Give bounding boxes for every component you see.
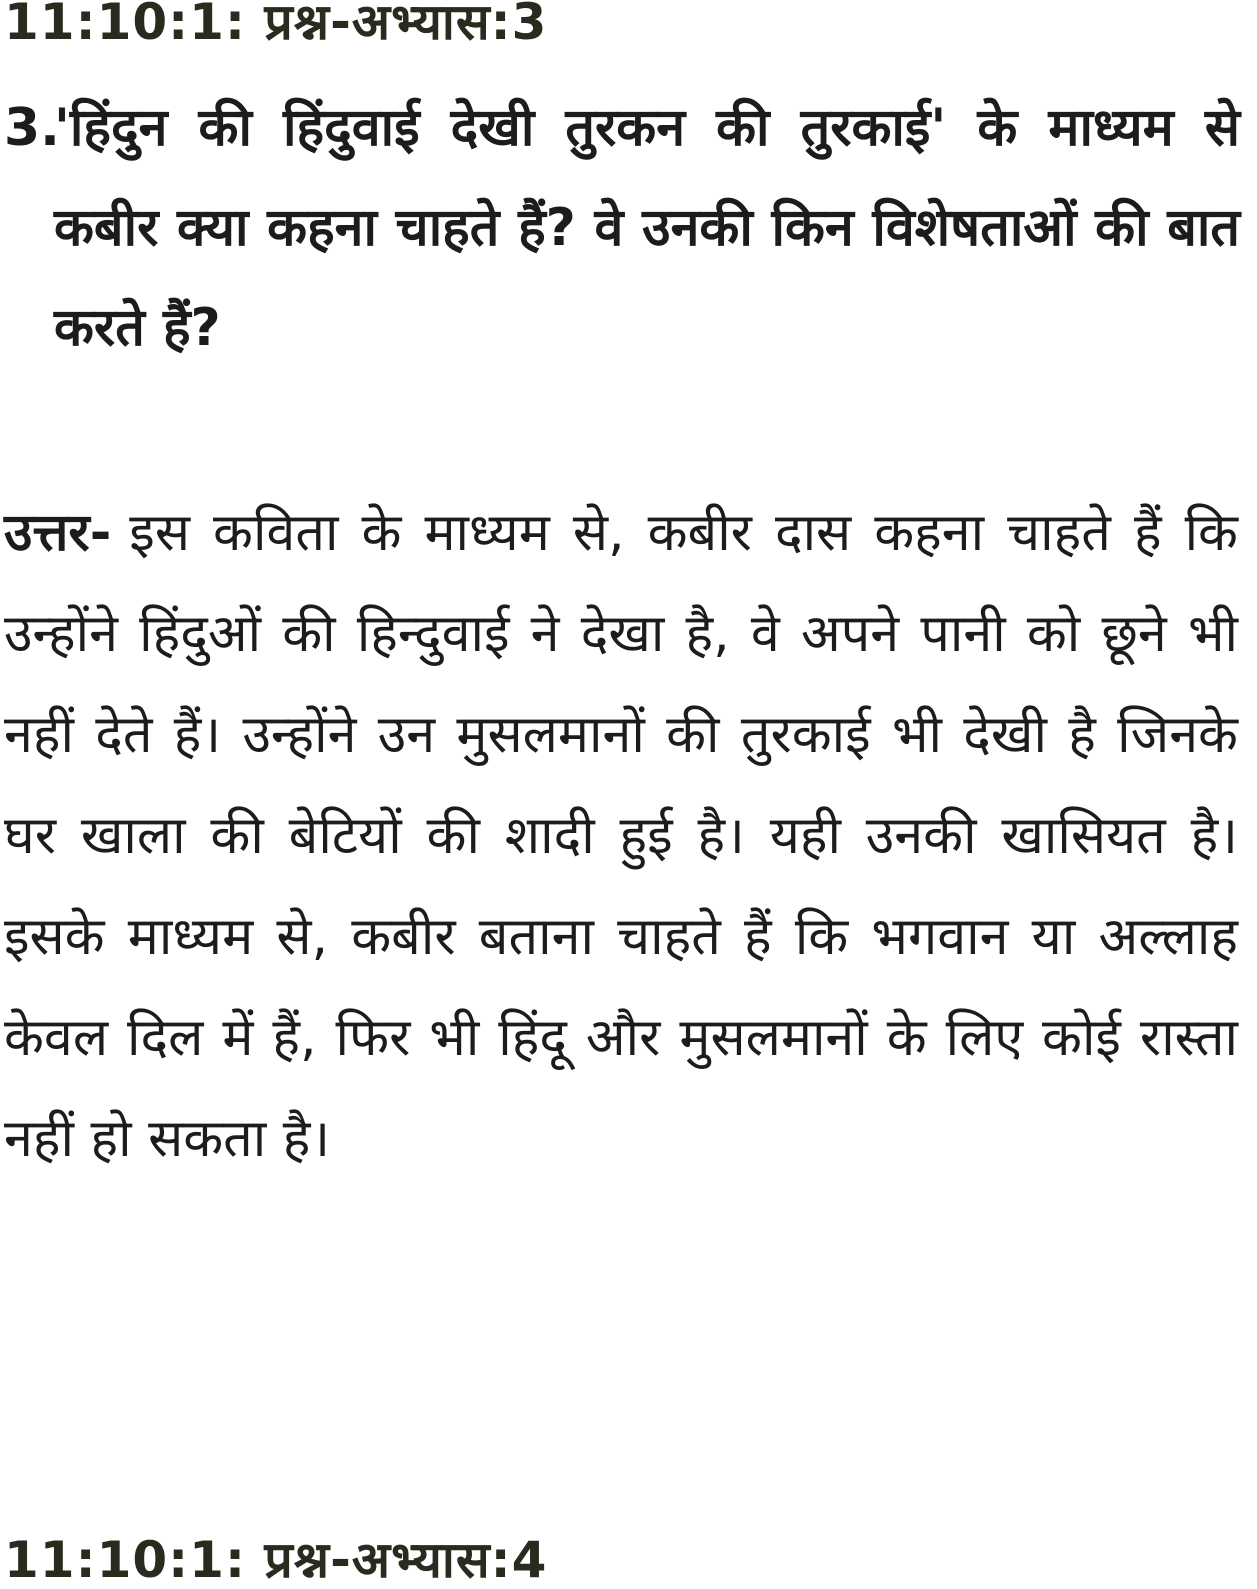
answer-label: उत्तर- (4, 503, 112, 563)
question-text: 'हिंदुन की हिंदुवाई देखी तुरकन की तुरकाई' के माध्यम से कबीर क्या कहना चाहते हैं? वे उनकी किन विशेषताओं की बात करते हैं? (54, 98, 1240, 358)
answer-block (4, 483, 1238, 1190)
question-number: 3. (4, 98, 60, 158)
question-body (4, 78, 1240, 378)
section-heading-bottom: 11:10:1: प्रश्न-अभ्यास:4 (4, 1531, 548, 1589)
question-block (4, 78, 1240, 378)
answer-text: इस कविता के माध्यम से, कबीर दास कहना चाहते हैं कि उन्होंने हिंदुओं की हिन्दुवाई ने देखा है, वे अपने पानी को छूने भी नहीं देते हैं। उन्होंने उन मुसलमानों की तुरकाई भी देखी है जिनके घर खाला की बेटियों की शादी हुई है। यही उनकी खासियत है। इसके माध्यम से, कबीर बताना चाहते हैं कि भगवान या अल्लाह केवल दिल में हैं, फिर भी हिंदू और मुसलमानों के लिए कोई रास्ता नहीं हो सकता है। (4, 503, 1238, 1169)
section-heading-top: 11:10:1: प्रश्न-अभ्यास:3 (4, 0, 548, 51)
